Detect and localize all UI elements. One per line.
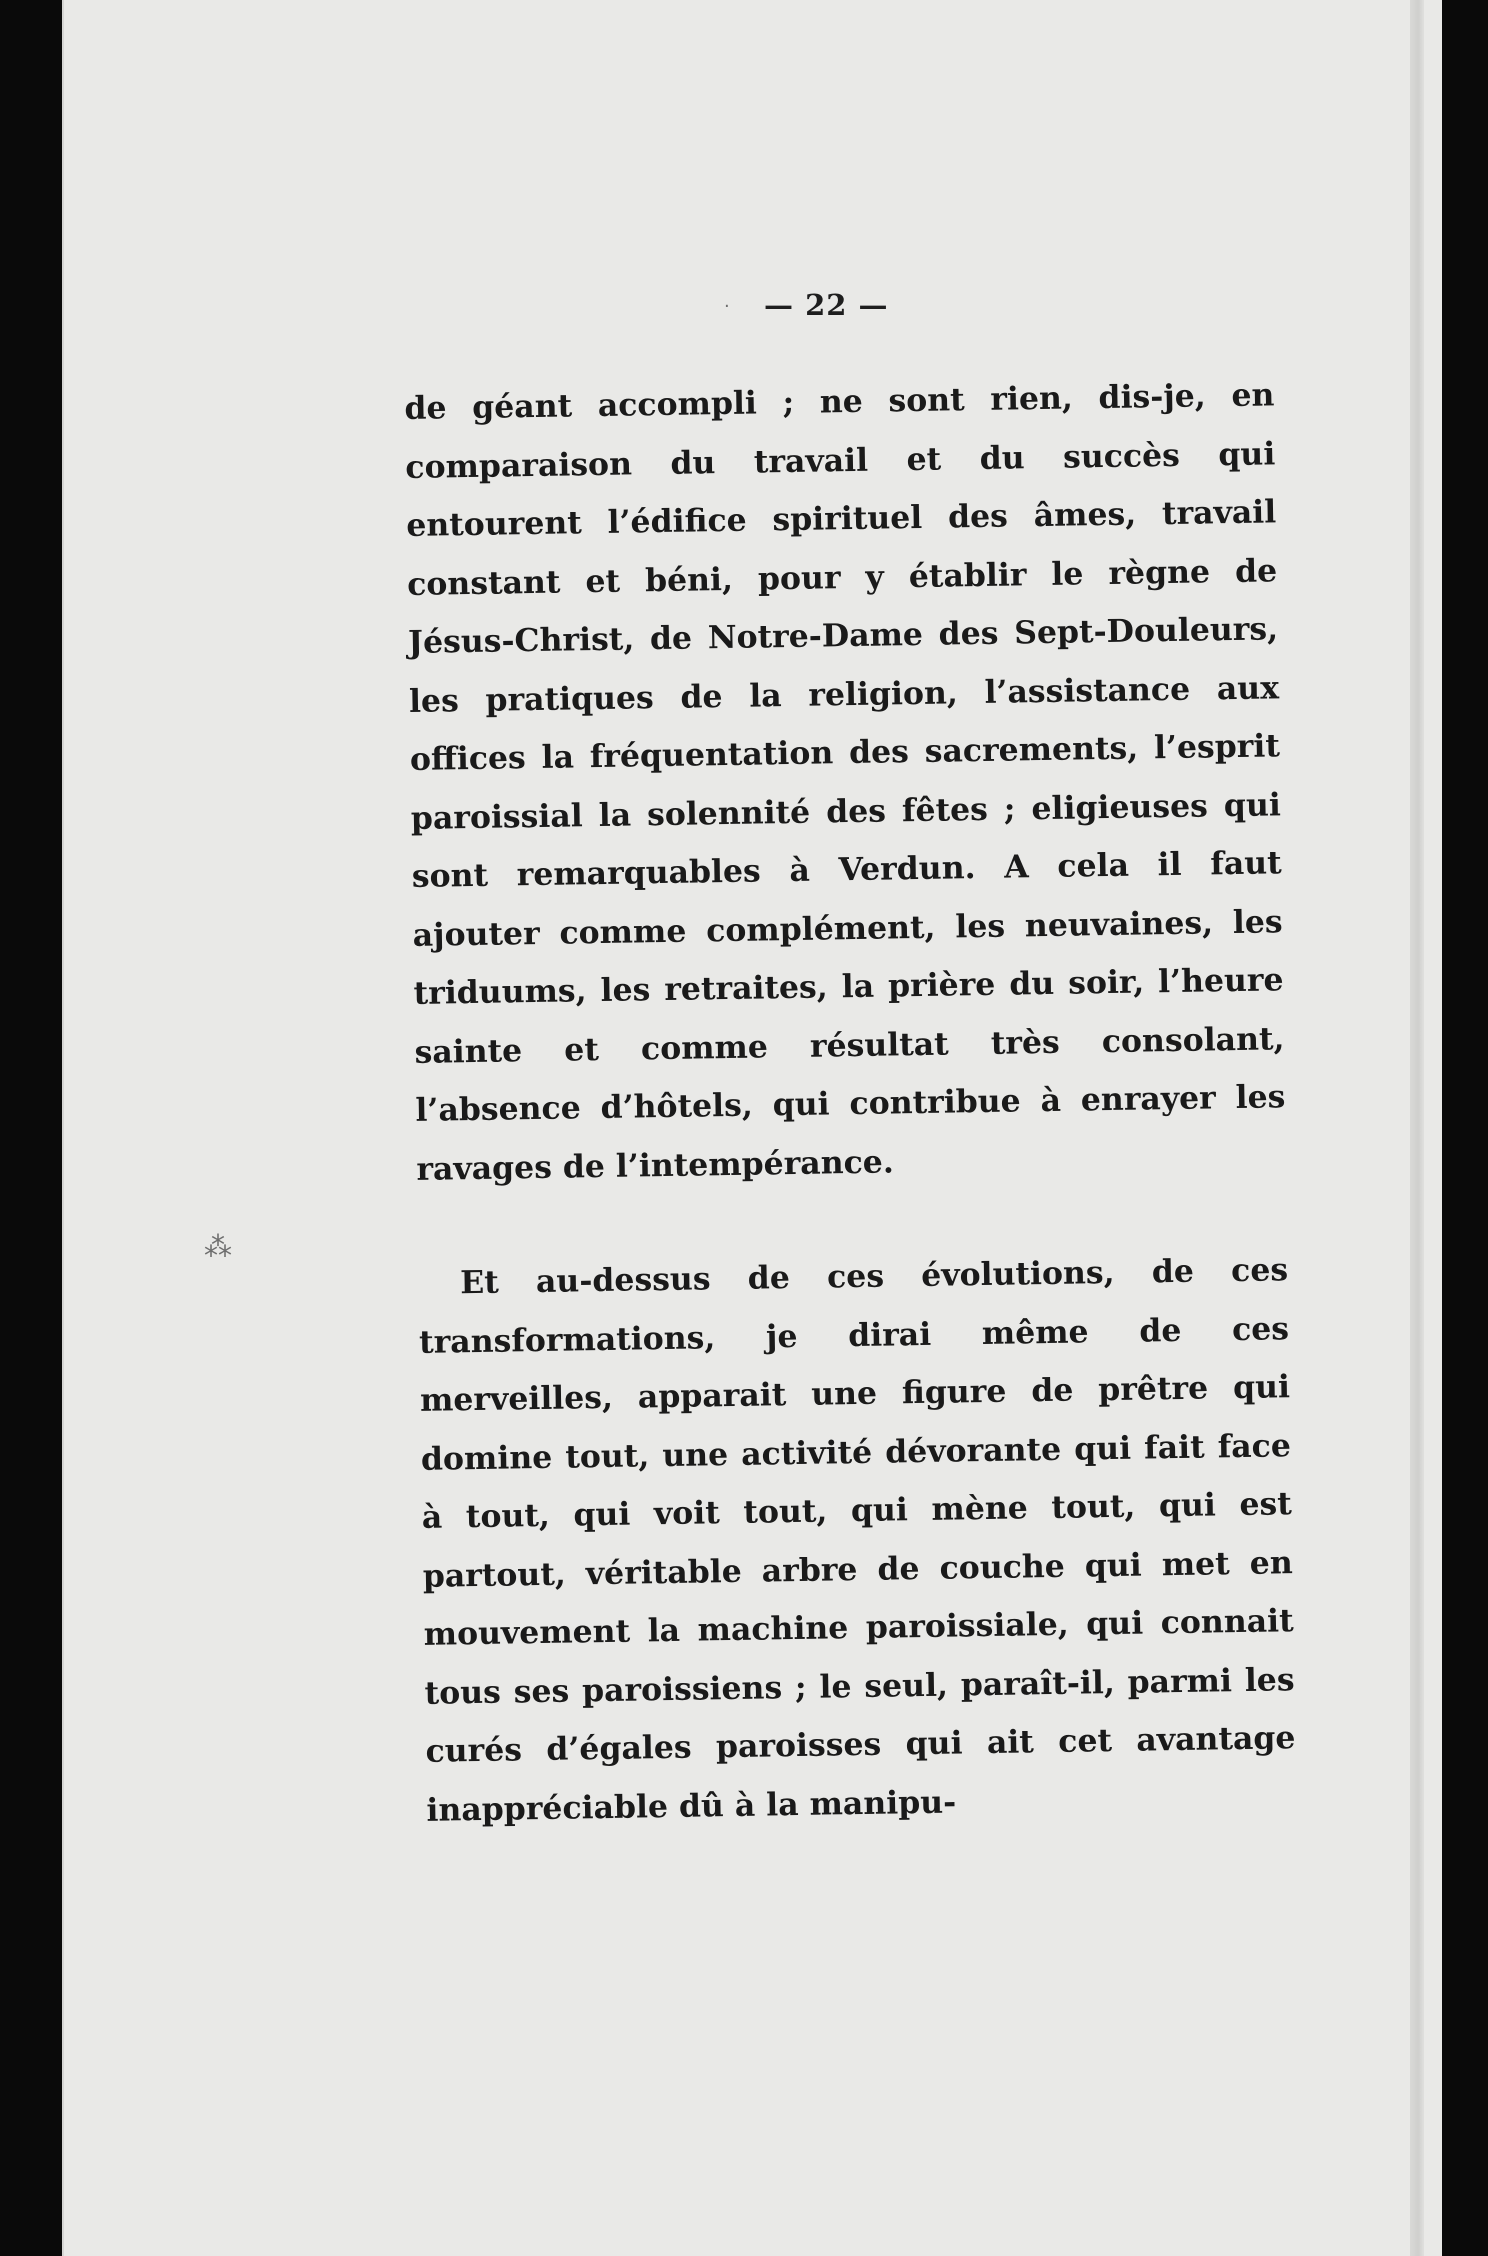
text-block [404,366,1297,1839]
ink-speck: ⁂ [204,1230,232,1263]
page-number: — 22 — [764,288,889,322]
paragraph: de géant accompli ; ne sont rien, dis-je, en comparaison du travail et du succès qui entourent l’édifice spirituel des âmes, travail constant et béni, pour y établir le règne de Jésus-Christ, de Notre-Dame des Sept-Douleurs, les pratiques de la religion, l’assistance aux offices la fréquentation des sacrements, l’esprit paroissial la solennité des fêtes ; eligieuses qui sont remarquables à Verdun. A cela il faut ajouter comme complément, les neuvaines, les triduums, les retraites, la prière du soir, l’heure sainte et comme résultat très consolant, l’absence d’hôtels, qui contribue à enrayer les ravages de l’intempérance. [404,376,1286,1188]
page-edge [1410,0,1424,2256]
paragraph: Et au-dessus de ces évolutions, de ces transformations, je dirai même de ces merveilles, apparait une figure de prêtre qui domine tout, une activité dévorante qui fait face à tout, qui voit tout, qui mène tout, qui est partout, véritable arbre de couche qui met en mouvement la machine paroissiale, qui connait tous ses paroissiens ; le seul, paraît-il, parmi les curés d’égales paroisses qui ait cet avantage inappréciable dû à la manipu- [418,1251,1296,1829]
dust-speck: · [724,296,730,317]
book-page [62,0,1442,2256]
